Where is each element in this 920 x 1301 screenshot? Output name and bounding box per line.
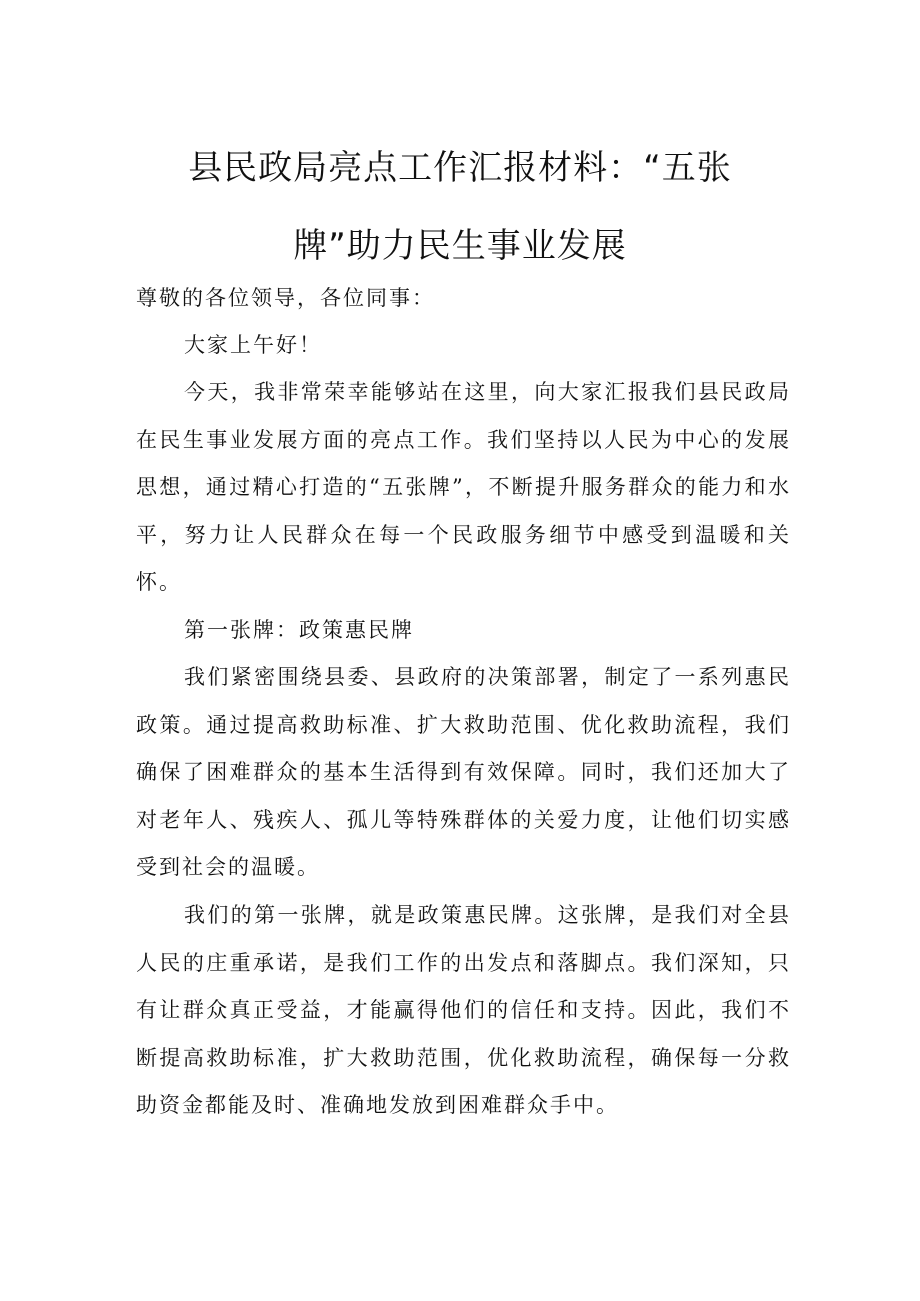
document-title-line-1: 县民政局亮点工作汇报材料：“五张 bbox=[188, 148, 732, 188]
section-heading-1: 第一张牌：政策惠民牌 bbox=[184, 618, 414, 642]
salutation: 尊敬的各位领导，各位同事： bbox=[136, 286, 435, 310]
section-1-paragraph-2: 我们的第一张牌，就是政策惠民牌。这张牌，是我们对全县人民的庄重承诺，是我们工作的出发点和落脚点。我们深知，只有让群众真正受益，才能赢得他们的信任和支持。因此，我们不断提高救助标准，扩大救助范围，优化救助流程，确保每一分救助资金都能及时、准确地发放到困难群众手中。 bbox=[136, 903, 791, 1117]
section-1-paragraph-1: 我们紧密围绕县委、县政府的决策部署，制定了一系列惠民政策。通过提高救助标准、扩大救助范围、优化救助流程，我们确保了困难群众的基本生活得到有效保障。同时，我们还加大了对老年人、残疾人、孤儿等特殊群体的关爱力度，让他们切实感受到社会的温暖。 bbox=[136, 665, 791, 879]
document-title-line-2: 牌”助力民生事业发展 bbox=[293, 226, 627, 266]
greeting: 大家上午好！ bbox=[184, 333, 322, 357]
intro-paragraph: 今天，我非常荣幸能够站在这里，向大家汇报我们县民政局在民生事业发展方面的亮点工作。我们坚持以人民为中心的发展思想，通过精心打造的“五张牌”，不断提升服务群众的能力和水平，努力让人民群众在每一个民政服务细节中感受到温暖和关怀。 bbox=[136, 380, 791, 594]
